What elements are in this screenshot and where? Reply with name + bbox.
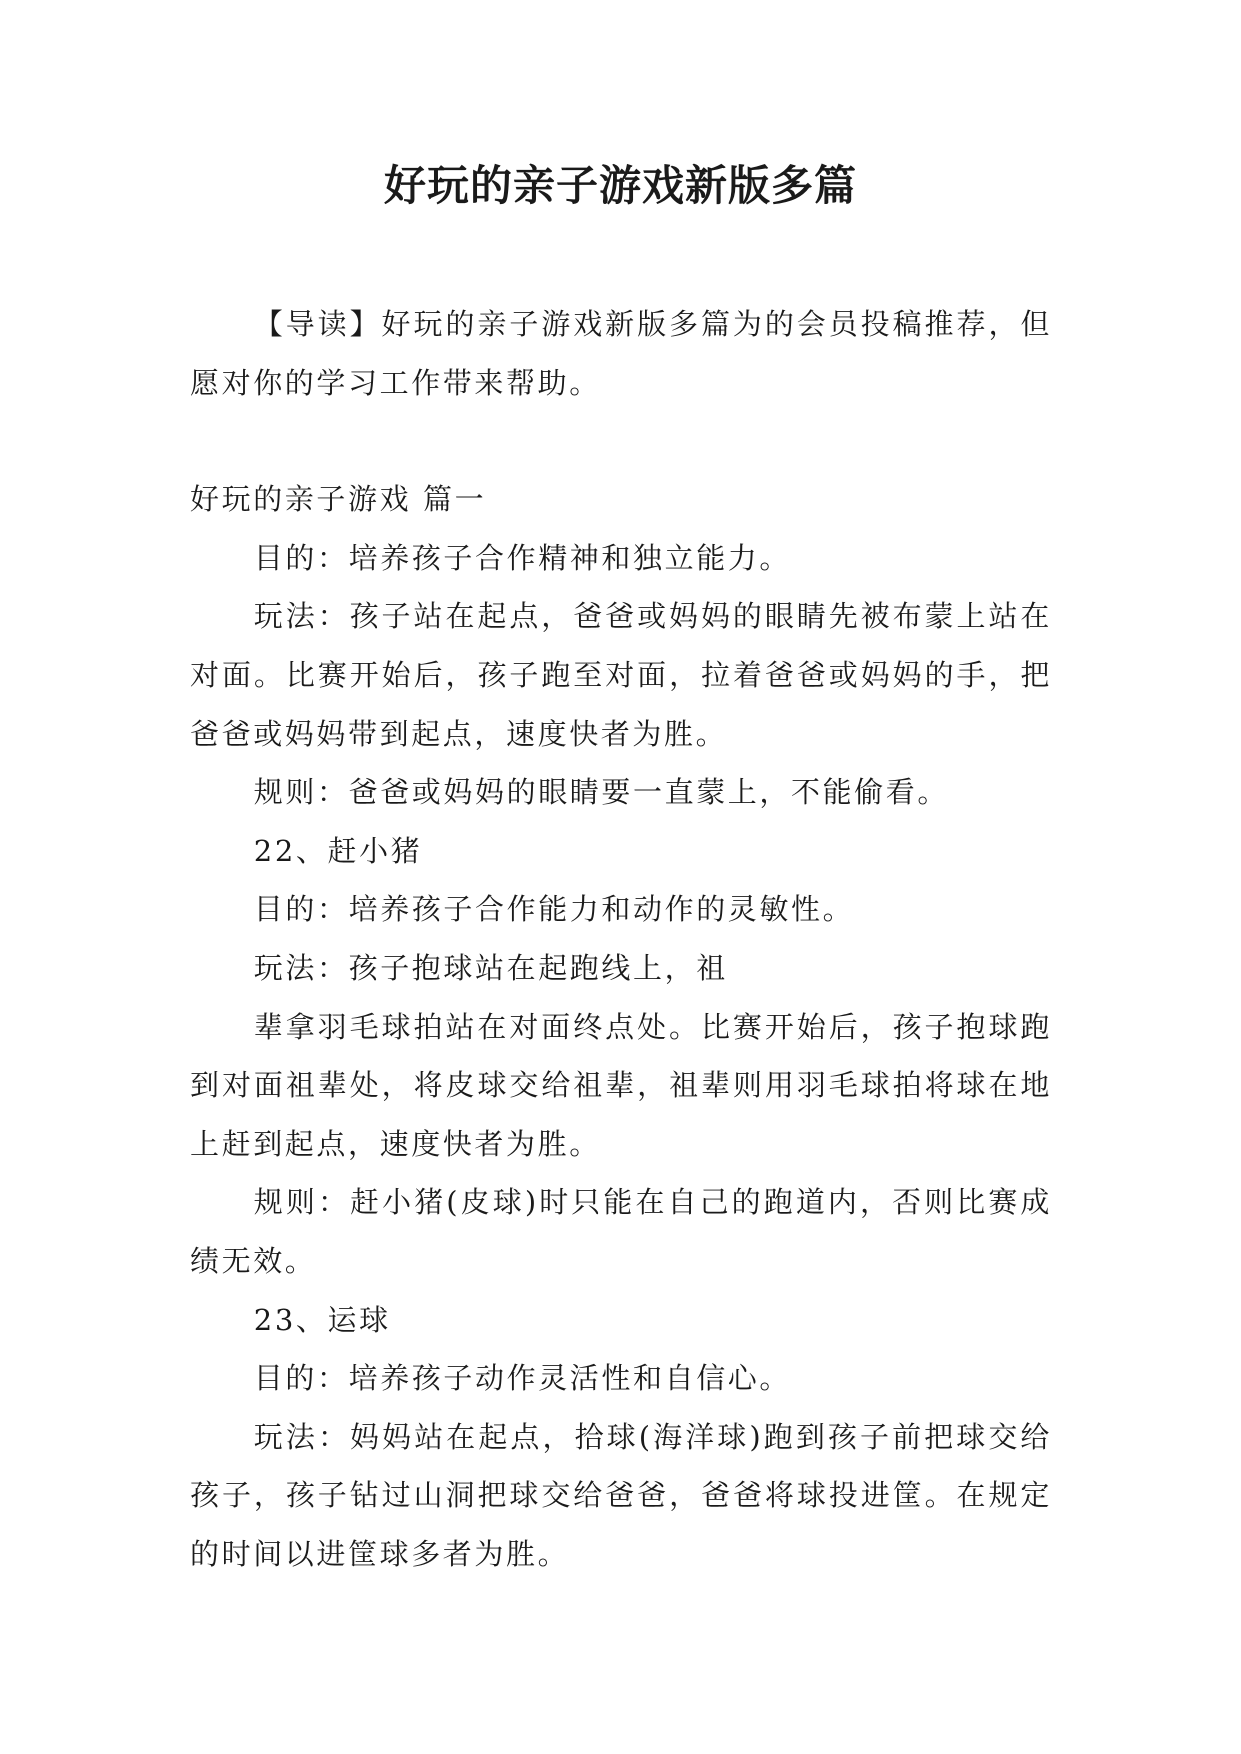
subsection-heading: 22、赶小猪	[253, 833, 423, 868]
paragraph: 玩法：妈妈站在起点，拾球(海洋球)跑到孩子前把球交给孩子，孩子钻过山洞把球交给爸爸，爸爸将球投进筐。在规定的时间以进筐球多者为胜。	[190, 1419, 1052, 1571]
document-body	[190, 295, 1052, 1583]
paragraph: 目的：培养孩子动作灵活性和自信心。	[253, 1361, 791, 1396]
section-heading: 好玩的亲子游戏 篇一	[190, 482, 487, 517]
paragraph: 辈拿羽毛球拍站在对面终点处。比赛开始后，孩子抱球跑到对面祖辈处，将皮球交给祖辈，祖辈则用羽毛球拍将球在地上赶到起点，速度快者为胜。	[190, 1009, 1052, 1161]
document-title: 好玩的亲子游戏新版多篇	[383, 161, 857, 210]
paragraph: 玩法：孩子抱球站在起跑线上，祖	[253, 950, 728, 985]
paragraph: 规则：赶小猪(皮球)时只能在自己的跑道内，否则比赛成绩无效。	[190, 1185, 1052, 1278]
spacer	[190, 412, 1052, 470]
paragraph: 玩法：孩子站在起点，爸爸或妈妈的眼睛先被布蒙上站在对面。比赛开始后，孩子跑至对面，拉着爸爸或妈妈的手，把爸爸或妈妈带到起点，速度快者为胜。	[190, 599, 1052, 751]
paragraph: 规则：爸爸或妈妈的眼睛要一直蒙上，不能偷看。	[253, 775, 949, 810]
paragraph: 目的：培养孩子合作精神和独立能力。	[253, 540, 791, 575]
subsection-heading: 23、运球	[253, 1302, 391, 1337]
intro-paragraph: 【导读】好玩的亲子游戏新版多篇为的会员投稿推荐，但愿对你的学习工作带来帮助。	[190, 307, 1052, 400]
paragraph: 目的：培养孩子合作能力和动作的灵敏性。	[253, 892, 855, 927]
